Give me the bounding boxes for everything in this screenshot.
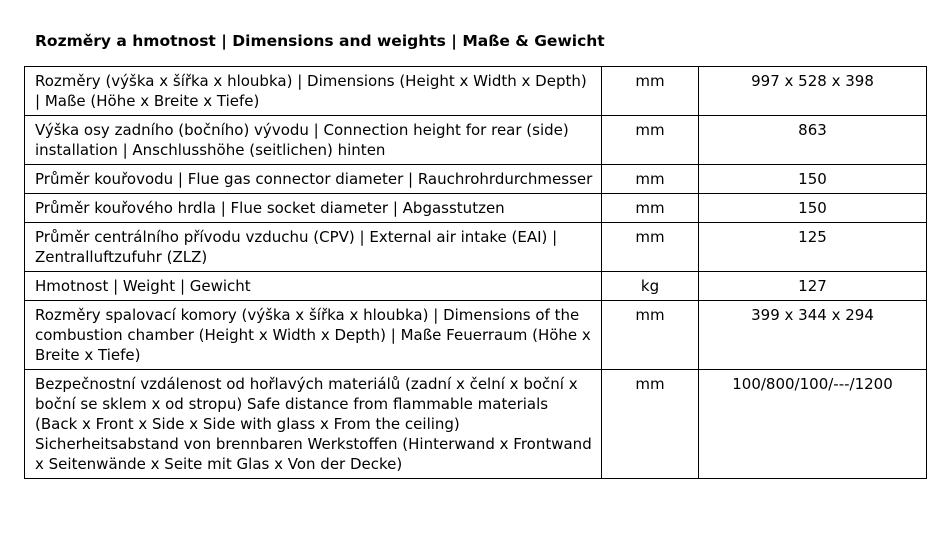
row-unit: mm — [602, 301, 699, 370]
row-unit: mm — [602, 165, 699, 194]
table-row — [25, 223, 927, 272]
row-label: Výška osy zadního (bočního) vývodu | Connection height for rear (side) installation | Anschlusshöhe (seitlichen) hinten — [25, 116, 602, 165]
section-title: Rozměry a hmotnost | Dimensions and weights | Maße & Gewicht — [35, 32, 605, 50]
table-row — [25, 165, 927, 194]
row-unit: mm — [602, 67, 699, 116]
row-unit: mm — [602, 194, 699, 223]
row-label: Rozměry (výška x šířka x hloubka) | Dimensions (Height x Width x Depth) | Maße (Höhe x Breite x Tiefe) — [25, 67, 602, 116]
row-value: 100/800/100/---/1200 — [699, 370, 927, 479]
row-label: Hmotnost | Weight | Gewicht — [25, 272, 602, 301]
row-value: 125 — [699, 223, 927, 272]
table-row — [25, 194, 927, 223]
row-unit: mm — [602, 370, 699, 479]
row-value: 997 x 528 x 398 — [699, 67, 927, 116]
row-label: Rozměry spalovací komory (výška x šířka x hloubka) | Dimensions of the combustion chamber (Height x Width x Depth) | Maße Feuerraum (Höhe x Breite x Tiefe) — [25, 301, 602, 370]
row-label: Průměr kouřového hrdla | Flue socket diameter | Abgasstutzen — [25, 194, 602, 223]
row-value: 399 x 344 x 294 — [699, 301, 927, 370]
row-unit: mm — [602, 116, 699, 165]
row-value: 150 — [699, 194, 927, 223]
row-unit: kg — [602, 272, 699, 301]
row-label: Průměr kouřovodu | Flue gas connector diameter | Rauchrohrdurchmesser — [25, 165, 602, 194]
table-row — [25, 67, 927, 116]
row-value: 863 — [699, 116, 927, 165]
table-row — [25, 272, 927, 301]
row-value: 150 — [699, 165, 927, 194]
table-row — [25, 370, 927, 479]
table-row — [25, 116, 927, 165]
row-label: Průměr centrálního přívodu vzduchu (CPV) | External air intake (EAI) | Zentralluftzufuhr (ZLZ) — [25, 223, 602, 272]
row-value: 127 — [699, 272, 927, 301]
table-row — [25, 301, 927, 370]
row-unit: mm — [602, 223, 699, 272]
specifications-table — [24, 66, 927, 479]
row-label: Bezpečnostní vzdálenost od hořlavých materiálů (zadní x čelní x boční x boční se sklem x od stropu) Safe distance from flammable materials (Back x Front x Side x Side with glass x From the ceiling) Sicherheitsabstand von brennbaren Werkstoffen (Hinterwand x Frontwand x Seitenwände x Seite mit Glas x Von der Decke) — [25, 370, 602, 479]
